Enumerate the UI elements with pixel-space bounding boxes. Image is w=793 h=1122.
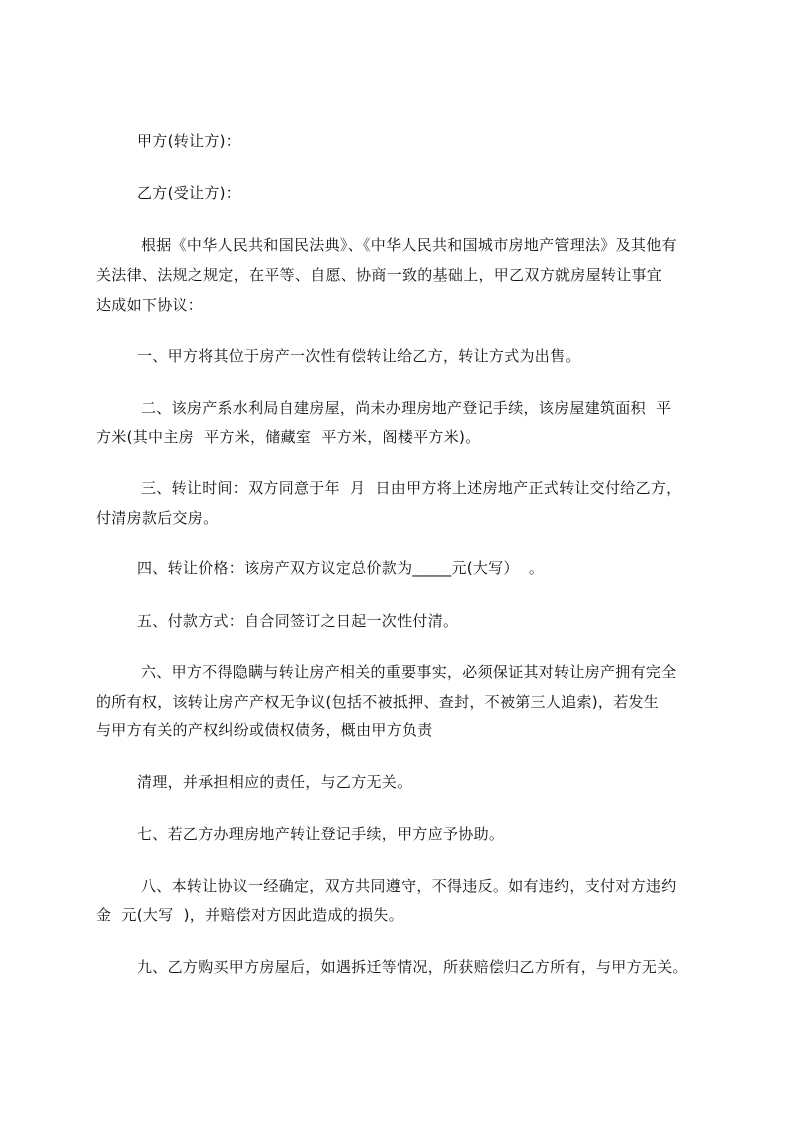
- clause-3-line-2: 付清房款后交房。: [96, 509, 219, 527]
- clause-8-line-2: 金 元(大写 )，并赔偿对方因此造成的损失。: [96, 906, 404, 924]
- clause-2-line-1: 二、该房产系水利局自建房屋，尚未办理房地产登记手续，该房屋建筑面积 平: [141, 399, 672, 417]
- clause-3-line-1: 三、转让时间：双方同意于年 月 日由甲方将上述房地产正式转让交付给乙方，: [141, 479, 682, 497]
- clause-9: 九、乙方购买甲方房屋后，如遇拆迁等情况，所获赔偿归乙方所有，与甲方无关。: [137, 958, 688, 976]
- clause-6-line-2: 的所有权，该转让房产产权无争议(包括不被抵押、查封，不被第三人追索)，若发生: [96, 693, 660, 711]
- clause-2-line-2: 方米(其中主房 平方米，储藏室 平方米，阁楼平方米)。: [96, 428, 481, 446]
- preamble-line-1: 根据《中华人民共和国民法典》、《中华人民共和国城市房地产管理法》及其他有: [141, 236, 677, 254]
- clause-6-continuation: 清理，并承担相应的责任，与乙方无关。: [137, 773, 413, 791]
- clause-7: 七、若乙方办理房地产转让登记手续，甲方应予协助。: [137, 825, 505, 843]
- clause-6-line-3: 与甲方有关的产权纠纷或债权债务，概由甲方负责: [96, 721, 433, 739]
- clause-4: 四、转让价格：该房产双方议定总价款为_____元(大写） 。: [137, 559, 545, 577]
- clause-1: 一、甲方将其位于房产一次性有偿转让给乙方，转让方式为出售。: [137, 347, 581, 365]
- clause-8-line-1: 八、本转让协议一经确定，双方共同遵守，不得违反。如有违约，支付对方违约: [141, 877, 677, 895]
- party-a-line: 甲方(转让方)：: [137, 132, 242, 150]
- party-b-line: 乙方(受让方)：: [137, 184, 242, 202]
- preamble-line-2: 关法律、法规之规定，在平等、自愿、协商一致的基础上，甲乙双方就房屋转让事宜: [96, 266, 663, 284]
- clause-6-line-1: 六、甲方不得隐瞒与转让房产相关的重要事实，必须保证其对转让房产拥有完全: [141, 663, 677, 681]
- clause-5: 五、付款方式：自合同签订之日起一次性付清。: [137, 612, 459, 630]
- preamble-line-3: 达成如下协议：: [96, 296, 204, 314]
